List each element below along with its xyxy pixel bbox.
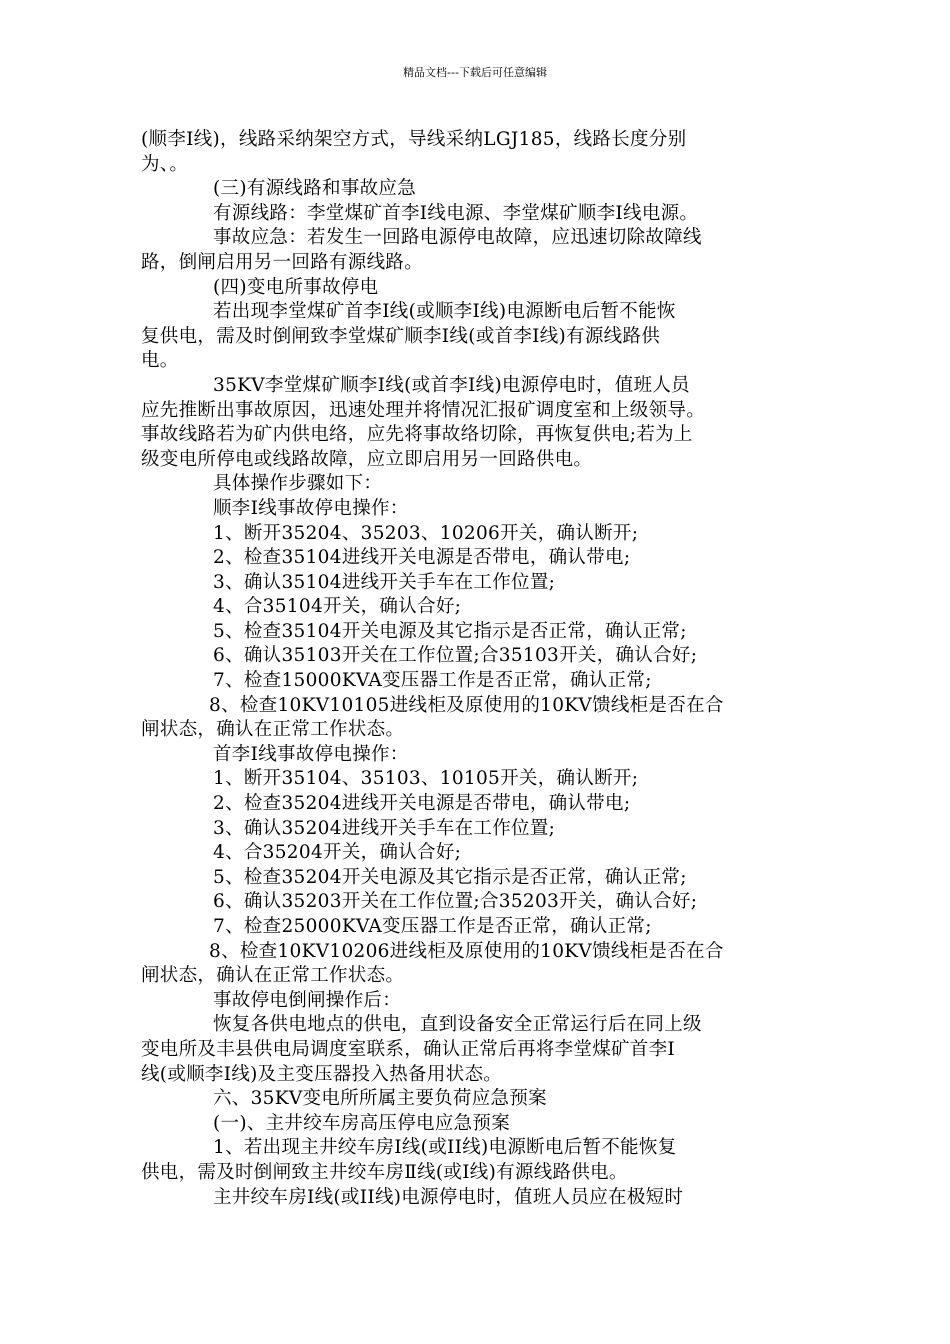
- text-line: 3、确认35104进线开关手车在工作位置;: [213, 571, 556, 593]
- text-line: 为、。: [141, 153, 189, 175]
- text-line: 5、检查35104开关电源及其它指示是否正常，确认正常;: [213, 620, 687, 642]
- text-line: 7、检查25000KVA变压器工作是否正常，确认正常;: [213, 916, 652, 937]
- text-line: 有源线路：李堂煤矿首李Ⅰ线电源、李堂煤矿顺李Ⅰ线电源。: [213, 202, 699, 224]
- text-line: 复供电，需及时倒闸致李堂煤矿顺李Ⅰ线(或首李Ⅰ线)有源线路供: [141, 325, 661, 347]
- text-line: 线(或顺李Ⅰ线)及主变压器投入热备用状态。: [141, 1063, 503, 1085]
- text-line: (三)有源线路和事故应急: [213, 178, 417, 200]
- text-line: 级变电所停电或线路故障，应立即启用另一回路供电。: [141, 448, 593, 470]
- text-line: 路，倒闸启用另一回路有源线路。: [141, 251, 424, 273]
- text-line: 7、检查15000KVA变压器工作是否正常，确认正常;: [213, 670, 652, 692]
- text-line: 2、检查35204进线开关电源是否带电，确认带电;: [213, 793, 631, 815]
- document-body: [141, 128, 821, 1210]
- text-line: 若出现李堂煤矿首李Ⅰ线(或顺李Ⅰ线)电源断电后暂不能恢: [213, 301, 676, 323]
- text-line: (顺李Ⅰ线)，线路采纳架空方式，导线采纳LGJ185，线路长度分别: [141, 129, 687, 150]
- text-line: 6、确认35203开关在工作位置;合35203开关，确认合好;: [213, 891, 698, 913]
- text-line: 具体操作步骤如下：: [213, 473, 383, 495]
- text-line: 4、合35204开关，确认合好;: [213, 842, 462, 864]
- text-line: 六、35KV变电所所属主要负荷应急预案: [213, 1088, 547, 1110]
- text-line: 35KV李堂煤矿顺李Ⅰ线(或首李Ⅰ线)电源停电时，值班人员: [213, 374, 690, 396]
- page-header: 精品文档---下载后可任意编辑: [403, 66, 547, 79]
- text-line: 事故停电倒闸操作后：: [213, 989, 402, 1011]
- text-line: 首李Ⅰ线事故停电操作：: [213, 743, 409, 765]
- text-line: 8、检查10KV10105进线柜及原使用的10KV馈线柜是否在合: [209, 694, 724, 716]
- text-line: 1、若出现主井绞车房Ⅰ线(或ⅠⅠ线)电源断电后暂不能恢复: [213, 1137, 677, 1159]
- text-line: 4、合35104开关，确认合好;: [213, 596, 462, 618]
- text-line: (四)变电所事故停电: [213, 276, 379, 298]
- text-line: 5、检查35204开关电源及其它指示是否正常，确认正常;: [213, 866, 687, 888]
- text-line: 1、断开35204、35203、10206开关，确认断开;: [213, 522, 639, 544]
- text-line: 闸状态，确认在正常工作状态。: [141, 719, 405, 741]
- text-line: 事故应急：若发生一回路电源停电故障，应迅速切除故障线: [213, 227, 702, 249]
- text-line: 8、检查10KV10206进线柜及原使用的10KV馈线柜是否在合: [209, 940, 724, 962]
- text-line: 闸状态，确认在正常工作状态。: [141, 965, 405, 987]
- text-line: 供电，需及时倒闸致主井绞车房Ⅱ线(或Ⅰ线)有源线路供电。: [141, 1161, 628, 1183]
- text-line: 3、确认35204进线开关手车在工作位置;: [213, 817, 556, 839]
- text-line: (一)、主井绞车房高压停电应急预案: [213, 1112, 511, 1134]
- text-line: 2、检查35104进线开关电源是否带电，确认带电;: [213, 547, 631, 569]
- text-line: 电。: [141, 350, 179, 372]
- text-line: 恢复各供电地点的供电，直到设备安全正常运行后在同上级: [213, 1014, 702, 1036]
- text-line: 主井绞车房Ⅰ线(或ⅠⅠ线)电源停电时，值班人员应在极短时: [213, 1186, 684, 1208]
- text-line: 顺李Ⅰ线事故停电操作：: [213, 497, 409, 519]
- text-line: 1、断开35104、35103、10105开关，确认断开;: [213, 768, 639, 790]
- text-line: 应先推断出事故原因，迅速处理并将情况汇报矿调度室和上级领导。: [141, 399, 706, 421]
- text-line: 变电所及丰县供电局调度室联系，确认正常后再将李堂煤矿首李Ⅰ: [141, 1038, 676, 1060]
- text-line: 6、确认35103开关在工作位置;合35103开关，确认合好;: [213, 645, 698, 667]
- text-line: 事故线路若为矿内供电络，应先将事故络切除，再恢复供电;若为上: [141, 424, 693, 446]
